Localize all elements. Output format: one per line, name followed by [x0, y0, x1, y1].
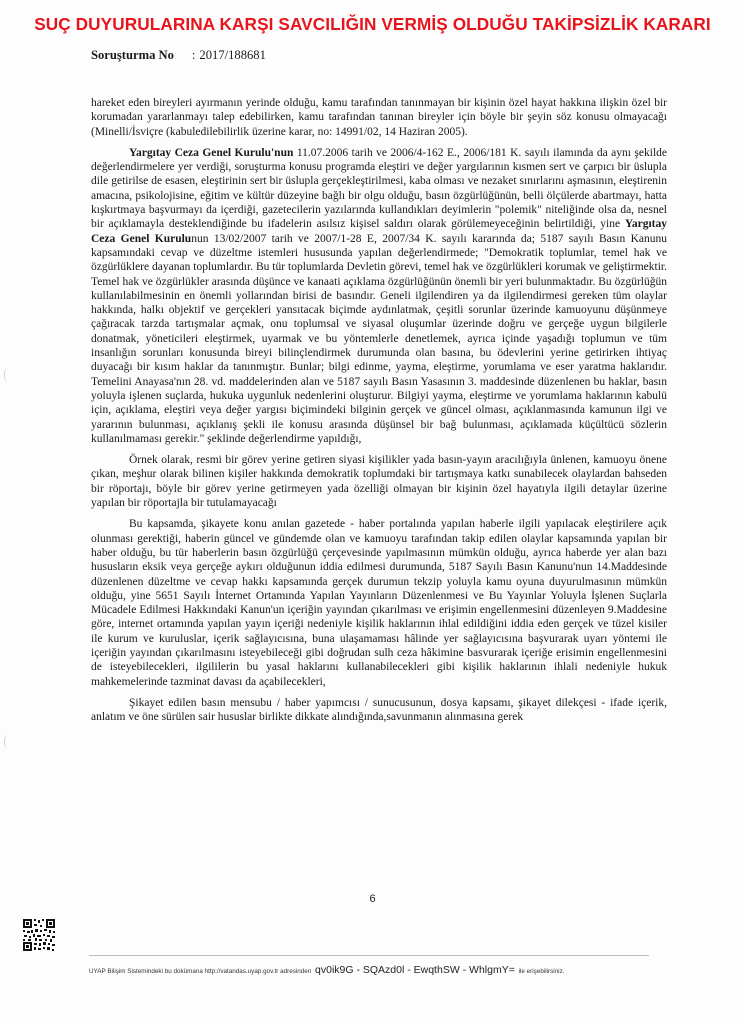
footer-verification — [89, 964, 689, 976]
paragraph-2 — [91, 146, 667, 446]
footer-prefix: UYAP Bilişim Sistemindeki bu dokümana http://vatandas.uyap.gov.tr adresinden — [89, 968, 312, 975]
page-number: 6 — [369, 893, 376, 905]
paragraph-5: Şikayet edilen basın mensubu / haber yapımcısı / sunucusunun, dosya kapsamı, şikayet dilekçesi - ifade içerik, anlatım ve öne sürülen sair hususlar birlikte dikkate alındığında,savunmanın alınmasına gerek — [91, 696, 667, 724]
investigation-number-separator: : — [191, 48, 196, 62]
margin-hole-mark — [4, 735, 11, 749]
paragraph-4: Bu kapsamda, şikayete konu anılan gazetede - haber portalında yapılan haberle ilgili yapılacak eleştirilere açık olunması gerektiği, haberin güncel ve gündemde olan ve kamuoyu tarafından takip edilen olaylar kapsamında yapılan bir haber olduğu, bu tür haberlerin basın özgürlüğü çerçevesinde yapılmasının mümkün olduğu, ayrıca haberde yer alan bazı hususların eksik veya gerçeğe aykırı olduğunun iddia edilmesi durumunda, 5187 Sayılı Basın Kanunu'nun 14.Maddesinde düzenlenen düzeltme ve cevap hakkı kapsamında gerçek durumun tekzip yoluyla kamu oyuna duyurulmasının mümkün olduğu, yine 5651 Sayılı İnternet Ortamında Yapılan Yayınların Düzenlenmesi ve Bu Yayınlar Yoluyla İşlenen Suçlarla Mücadele Edilmesi Hakkındaki Kanun'un içeriğin yayından çıkarılması ve erişimin engellenmesini düzenleyen 9.Maddesine göre, internet ortamında yapılan yayın içeriği nedeniyle kişilik haklarının ihlal edildiğini iddia eden gerçek ve tüzel kisiler ile kurum ve kuruluslar, içerik sağlayıcısına, buna ulaşamaması hâlinde yer sağlayıcısına başvurarak uyarı yöntemi ile içeriğin yayından çıkarılmasını isteyebileceği gibi doğrudan sulh ceza hâkimine basvurarak içeriğe erisimin engellenmesini de isteyebilecekleri, ilgililerin bu yasal haklarını kullanabilecekleri gibi kişilik haklarının ihlali nedeniyle hukuk mahkemelerinde tazminat davası da açabilecekleri, — [91, 518, 667, 688]
document-body — [91, 96, 667, 731]
qr-code-icon — [22, 918, 56, 952]
investigation-number — [91, 48, 266, 63]
footer-divider — [89, 955, 649, 956]
court-name-2: Yargıtay Ceza Genel Kurulu — [91, 218, 667, 245]
investigation-number-label: Soruşturma No — [91, 48, 174, 62]
paragraph-2-text-2: nun 13/02/2007 tarih ve 2007/1-28 E, 2007/34 K. sayılı kararında da; 5187 sayılı Basın Kanunu kapsamındaki cevap ve düzeltme istemleri hususunda yapılan değerlendirmede; "Demokratik toplumlar, temel hak ve özgürlüklere dayanan toplumlardır. Bu tür toplumlarda Devletin görevi, temel hak ve özgürlükleri korumak ve geliştirmektir. Temel hak ve özgürlükler arasında düşünce ve kanaati açıklama özgürlüğünün önemli bir yeri bulunmaktadır. Bu özgürlüğün kullanılabilmesinin en önemli yollarından birisi de basındır. Geneli ilgilendiren ya da ilgilendirmesi gereken tüm olaylar hakkında, halkı objektif ve gerçekleri yansıtacak biçimde aydınlatmak, çeşitli sorunlar üzerinde kamuoyunu düşünmeye çağıracak tarzda tartışmalar açmak, onu toplumsal ve siyasal oluşumlar üzerinde doğru ve gerçeğe uygun bilgilerle donatmak, yöneticileri eleştirmek, uyarmak ve bu yöntemlerle denetlemek, ayrıca içinde yaşadığı toplumun ve tüm insanlığın sorunları konusunda bireyi bilinçlendirmek durumunda olan basına, bu ödevlerini yerine getirirken ihtiyaç duyacağı bir kısım haklar da tanınmıştır. Bunlar; bilgi edinme, yayma, eleştirme, yorumlama ve eser yaratma haklarıdır. Temelini Anayasa'nın 28. vd. maddelerinden alan ve 5187 sayılı Basın Yasasının 3. maddesinde düzenlenen bu haklar, basın yoluyla işlenen suçlarda, hukuka uygunluk nedenlerini oluşturur. Bilgiyi yayma, eleştirme ve yorumlama haklarının kabulü için, açıklama, eleştiri veya değer yargısı biçimindeki bilginin gerçek ve güncel olması, açıklanmasında kamunun ilgi ve yararının bulunması, açıklanış şekli ile konusu arasında düşünsel bir bağ bulunması, açıklamada küçültücü sözlerin kullanılmaması gerekir." şeklinde değerlendirme yapıldığı, — [91, 232, 667, 445]
paragraph-3: Örnek olarak, resmi bir görev yerine getiren siyasi kişilikler yada basın-yayın aracılığıyla ünlenen, kamuoyu önene çıkan, meşhur olarak bilinen kişiler hakkında demokratik toplumdaki bir tartışmaya katkı sunabilecek olaylardan bahseden bir röportajı, böyle bir görev yerine getirmeyen yada özelliği olmayan bir kişinin özel hayatıyla ilgili detaylar üzerine yapılan bir röportajla bir tutulamayacağı — [91, 454, 667, 510]
verification-code: qv0ik9G - SQAzd0l - EwqthSW - WhlgmY= — [315, 964, 515, 976]
margin-hole-mark — [4, 368, 11, 382]
footer-suffix: ile erişebilirsiniz. — [518, 968, 565, 975]
document-banner-title: SUÇ DUYURULARINA KARŞI SAVCILIĞIN VERMİŞ OLDUĞU TAKİPSİZLİK KARARI — [34, 14, 711, 34]
investigation-number-value: 2017/188681 — [199, 48, 266, 62]
court-name-1: Yargıtay Ceza Genel Kurulu'nun — [129, 146, 294, 159]
paragraph-2-text-1: 11.07.2006 tarih ve 2006/4-162 E., 2006/181 K. sayılı ilamında da aynı şekilde değerlendirmelere yer verdiği, soruşturma konusu programda eleştiri ve değer yargılarının kısmen sert ve çarpıcı bir üslupla dile getirilse de esasen, eleştirinin sert bir üslupla gerçekleştirilmesi, kaba olması ve nezaket sınırlarını aşmasının, eleştirenin amacına, psikolojisine, eğitim ve kültür düzeyine bağlı bir olgu olduğu, basın özgürlüğünün, belli ölçülerde abartmayı, hatta kışkırtmaya başvurmayı da içerdiği, gazetecilerin yazılarında kullandıkları deyimlerin "polemik" niteliğinde olsa da, nesnel bir açıklamayla desteklendiğinde bu ifadelerin asılsız kişisel saldırı olarak görülemeyeceğinin belirtildiği, yine — [91, 146, 667, 231]
paragraph-1: hareket eden bireyleri ayırmanın yerinde olduğu, kamu tarafından tanınmayan bir kişinin özel hayat hakkına ilişkin özel bir korumadan yararlanmayı talep edebilirken, kamu tarafından tanınan bireyler için böyle bir şeyin söz konusu olmayacağı (Minelli/İsviçre (kabuledilebilirlik üzerine karar, no: 14991/02, 14 Haziran 2005). — [91, 97, 667, 138]
